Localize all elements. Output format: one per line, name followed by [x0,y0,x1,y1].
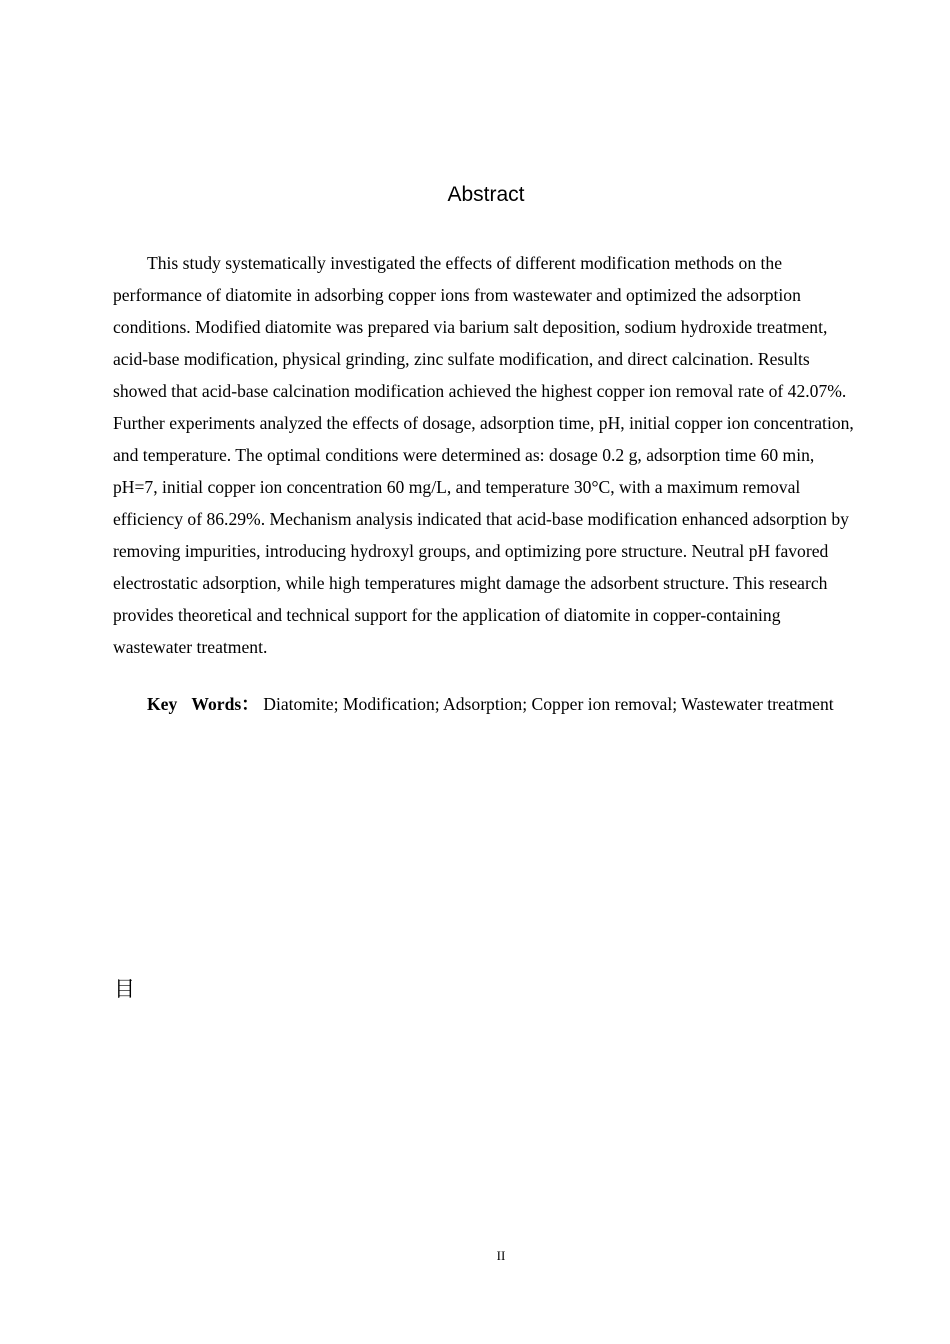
abstract-body: This study systematically investigated the effects of different modification methods on the performance of diatomite in adsorbing copper ions from wastewater and optimized the adsorption conditions. Modified diatomite was prepared via barium salt deposition, sodium hydroxide treatment, acid-base modification, physical grinding, zinc sulfate modification, and direct calcination. Results showed that acid-base calcination modification achieved the highest copper ion removal rate of 42.07%. Further experiments analyzed the effects of dosage, adsorption time, pH, initial copper ion concentration, and temperature. The optimal conditions were determined as: dosage 0.2 g, adsorption time 60 min, pH=7, initial copper ion concentration 60 mg/L, and temperature 30°C, with a maximum removal efficiency of 86.29%. Mechanism analysis indicated that acid-base modification enhanced adsorption by removing impurities, introducing hydroxyl groups, and optimizing pore structure. Neutral pH favored electrostatic adsorption, while high temperatures might damage the adsorbent structure. This research provides theoretical and technical support for the application of diatomite in copper-containing wastewater treatment. [113,253,854,657]
toc-heading: 目 [114,977,135,1001]
abstract-title: Abstract [447,183,525,206]
keywords-list: Diatomite; Modification; Adsorption; Copper ion removal; Wastewater treatment [263,694,834,714]
page-number: II [496,1248,506,1263]
keywords-label: Key Words： [147,694,259,714]
keywords-paragraph [113,688,859,721]
